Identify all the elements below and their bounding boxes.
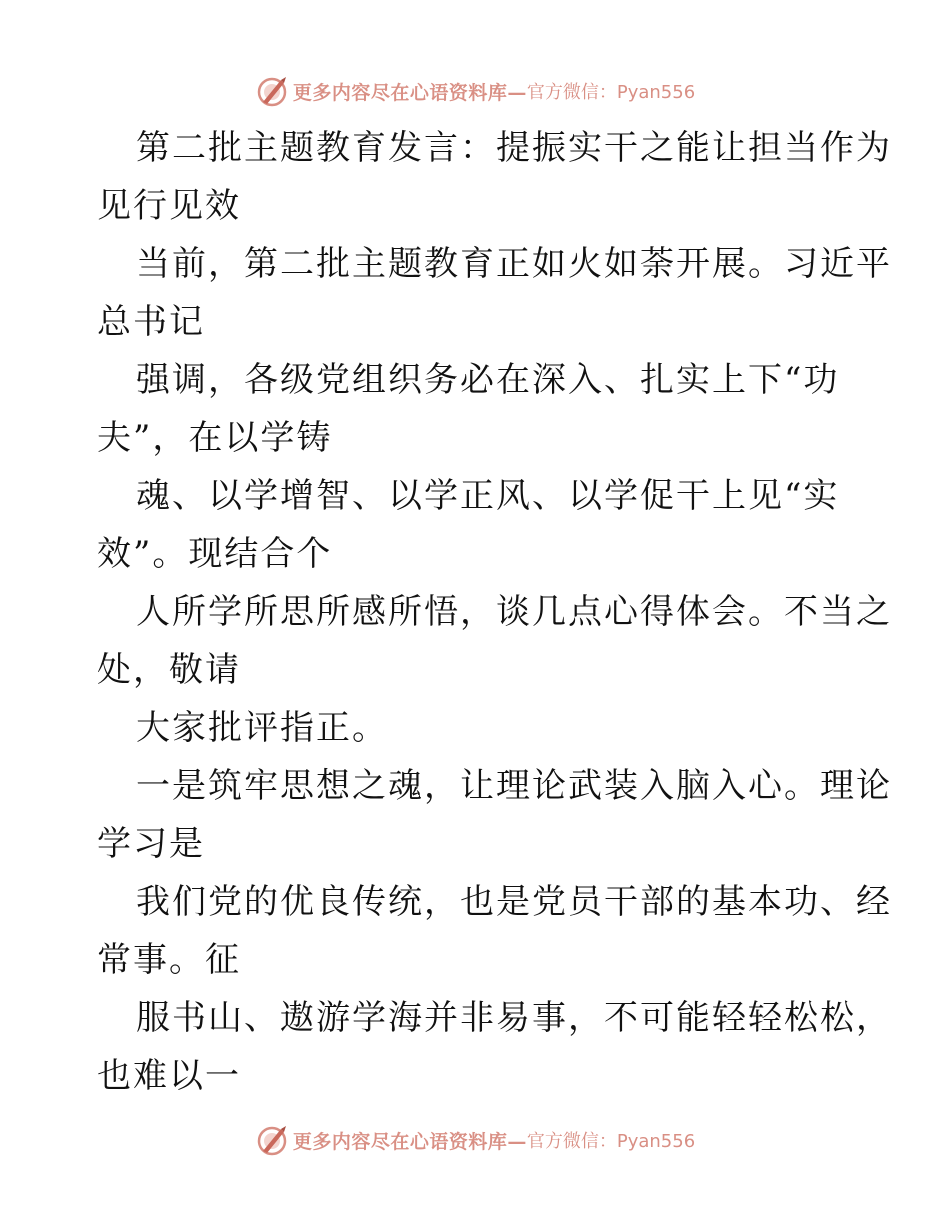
paragraph-9-line-1: 服书山、遨游学海并非易事，不可能轻轻松松， (136, 998, 892, 1038)
paragraph-3-line-1: 强调，各级党组织务必在深入、扎实上下“功 (136, 360, 840, 400)
watermark-text: 更多内容尽在心语资料库— (292, 81, 527, 104)
paragraph-2-line-1: 当前，第二批主题教育正如火如荼开展。习近平 (136, 244, 892, 284)
footer-watermark (0, 1120, 950, 1160)
paragraph-2-line-2: 总书记 (97, 302, 205, 342)
paragraph-8-line-1: 我们党的优良传统，也是党员干部的基本功、经 (136, 882, 892, 922)
paragraph-7-line-2: 学习是 (97, 824, 205, 864)
watermark-wechat: 官方微信：Pyan556 (526, 1131, 696, 1152)
paragraph-7-line-1: 一是筑牢思想之魂，让理论武装入脑入心。理论 (136, 766, 892, 806)
paragraph-1-line-2: 见行见效 (97, 186, 241, 226)
paragraph-4-line-1: 魂、以学增智、以学正风、以学促干上见“实 (136, 476, 840, 516)
paragraph-1-line-1: 第二批主题教育发言：提振实干之能让担当作为 (136, 128, 892, 168)
watermark-text: 更多内容尽在心语资料库— (292, 1130, 527, 1153)
header-watermark (0, 71, 950, 111)
paragraph-9-line-2: 也难以一 (97, 1056, 241, 1096)
paragraph-5-line-2: 处，敬请 (97, 650, 241, 690)
quill-logo-icon (255, 74, 289, 108)
paragraph-6-line-1: 大家批评指正。 (136, 708, 388, 748)
paragraph-3-line-2: 夫”，在以学铸 (97, 418, 333, 458)
paragraph-8-line-2: 常事。征 (97, 940, 241, 980)
paragraph-4-line-2: 效”。现结合个 (97, 534, 333, 574)
quill-logo-icon (255, 1123, 289, 1157)
paragraph-5-line-1: 人所学所思所感所悟，谈几点心得体会。不当之 (136, 592, 892, 632)
watermark-wechat: 官方微信：Pyan556 (526, 82, 696, 103)
